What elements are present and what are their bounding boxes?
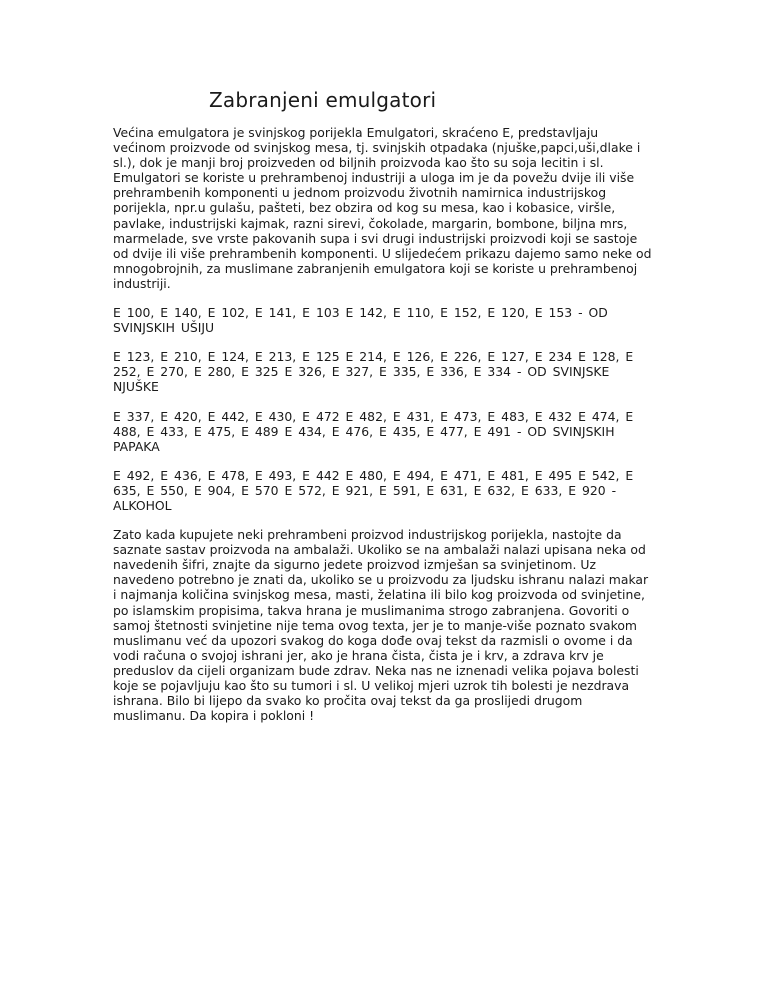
code-group-snout: E 123, E 210, E 124, E 213, E 125 E 214, E 126, E 226, E 127, E 234 E 128, E 252, E 270, E 280, E 325 E 326, E 327, E 335, E 336, E 334 - OD SVINJSKE NJUŠKE bbox=[113, 349, 634, 395]
code-group-alcohol: E 492, E 436, E 478, E 493, E 442 E 480, E 494, E 471, E 481, E 495 E 542, E 635, E 550, E 904, E 570 E 572, E 921, E 591, E 631, E 632, E 633, E 920 - ALKOHOL bbox=[113, 467, 634, 513]
closing-paragraph: Zato kada kupujete neki prehrambeni proizvod industrijskog porijekla, nastojte da saznate sastav proizvoda na ambalaži. Ukoliko se na ambalaži nalazi upisana neka od navedenih šifri, znajte da sigurno jedete proizvod izmješan sa svinjetinom. Uz navedeno potrebno je znati da, ukoliko se u proizvodu za ljudsku ishranu nalazi makar i najmanja količina svinjskog mesa, masti, želatina ili bilo kog proizvoda od svinjetine, po islamskim propisima, takva hrana je muslimanima strogo zabranjena. Govoriti o samoj štetnosti svinjetine nije tema ovog texta, jer je to manje-više poznato svakom muslimanu već da upozori svakog do koga dođe ovaj tekst da razmisli o ovome i da vodi računa o svojoj ishrani jer, ako je hrana čista, čista je i krv, a zdrava krv je preduslov da cijeli organizam bude zdrav. Neka nas ne iznenadi velika pojava bolesti koje se pojavljuju kao što su tumori i sl. U velikoj mjeri uzrok tih bolesti je nezdrava ishrana. Bilo bi lijepo da svako ko pročita ovaj tekst da ga proslijedi drugom muslimanu. Da kopira i pokloni ! bbox=[113, 527, 649, 724]
code-group-hooves: E 337, E 420, E 442, E 430, E 472 E 482, E 431, E 473, E 483, E 432 E 474, E 488, E 433, E 475, E 489 E 434, E 476, E 435, E 477, E 491 - OD SVINJSKIH PAPAKA bbox=[113, 408, 634, 454]
code-group-ears: E 100, E 140, E 102, E 141, E 103 E 142, E 110, E 152, E 120, E 153 - OD SVINJSKIH UŠIJU bbox=[113, 305, 608, 336]
document-body bbox=[113, 125, 653, 737]
intro-paragraph: Većina emulgatora je svinjskog porijekla Emulgatori, skraćeno E, predstavljaju većinom proizvode od svinjskog mesa, tj. svinjskih otpadaka (njuške,papci,uši,dlake i sl.), dok je manji broj proizveden od biljnih proizvoda kao što su soja lecitin i sl. Emulgatori se koriste u prehrambenoj industriji a uloga im je da povežu dvije ili više prehrambenih komponenti u jednom proizvodu životnih namirnica industrijskog porijekla, npr.u gulašu, pašteti, bez obzira od kog su mesa, kao i kobasice, viršle, pavlake, industrijski kajmak, razni sirevi, čokolade, margarin, bombone, biljna mrs, marmelade, sve vrste pakovanih supa i svi drugi industrijski proizvodi koji se sastoje od dvije ili više prehrambenih komponenti. U slijedećem prikazu dajemo samo neke od mnogobrojnih, za muslimane zabranjenih emulgatora koji se koriste u prehrambenoj industriji. bbox=[113, 125, 652, 291]
document-title: Zabranjeni emulgatori bbox=[209, 88, 437, 112]
